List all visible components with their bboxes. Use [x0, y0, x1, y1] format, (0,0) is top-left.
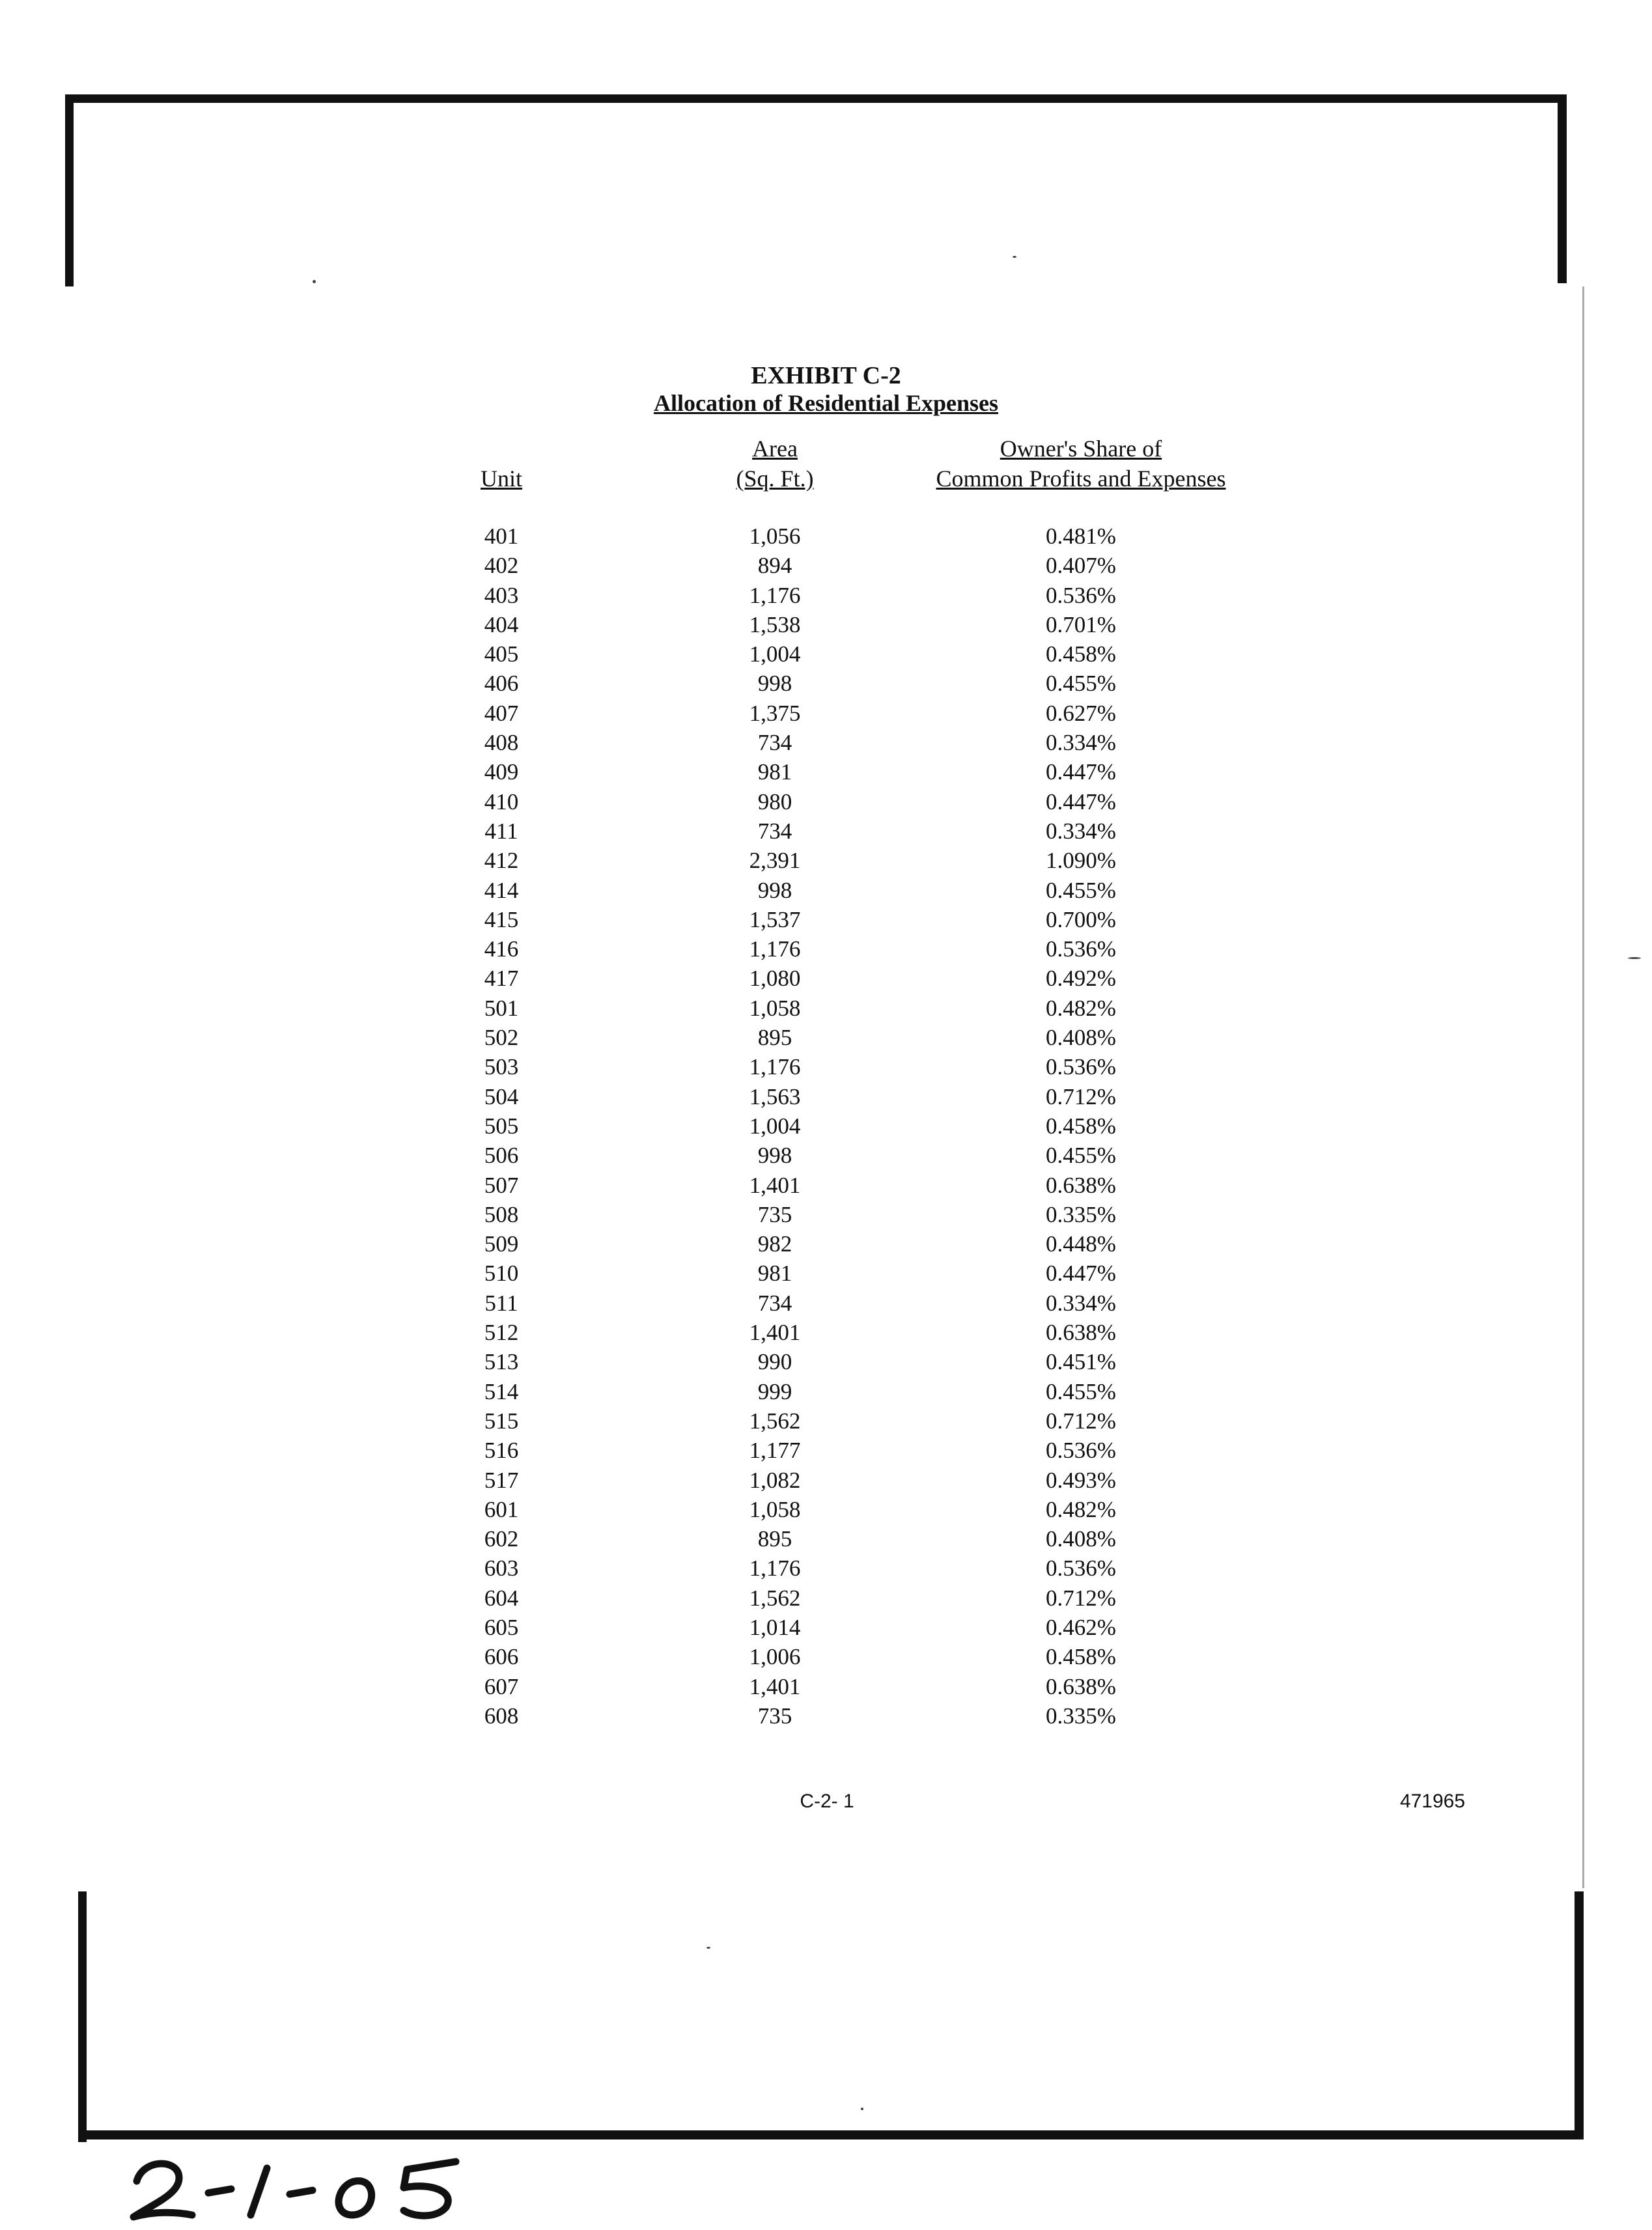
table-row — [456, 1141, 1302, 1170]
share-cell: 0.408% — [1046, 1025, 1116, 1051]
frame-bottom-edge — [78, 2130, 1584, 2139]
exhibit-subtitle-text: Allocation of Residential Expenses — [653, 390, 998, 416]
area-cell: 982 — [757, 1231, 792, 1257]
share-cell: 0.448% — [1046, 1231, 1116, 1257]
table-row — [456, 1583, 1302, 1613]
share-cell: 0.334% — [1046, 818, 1116, 844]
unit-cell: 603 — [484, 1555, 519, 1582]
unit-cell: 416 — [484, 936, 519, 962]
unit-cell: 513 — [484, 1349, 519, 1375]
unit-cell: 604 — [484, 1585, 519, 1611]
area-cell: 734 — [757, 730, 792, 756]
share-cell: 0.493% — [1046, 1467, 1116, 1493]
area-cell: 735 — [757, 1201, 792, 1227]
scan-speck — [1628, 957, 1641, 959]
share-cell: 0.638% — [1046, 1320, 1116, 1346]
unit-cell: 501 — [484, 995, 519, 1021]
table-row — [456, 1200, 1302, 1229]
table-row — [456, 639, 1302, 669]
share-cell: 0.455% — [1046, 671, 1116, 697]
unit-cell: 407 — [484, 700, 519, 726]
table-row — [456, 1466, 1302, 1495]
unit-cell: 508 — [484, 1201, 519, 1227]
scan-speck — [1013, 256, 1016, 258]
share-cell: 0.407% — [1046, 553, 1116, 579]
area-cell: 1,177 — [749, 1438, 801, 1464]
table-row — [456, 1672, 1302, 1701]
table-row — [456, 1495, 1302, 1524]
frame-top-left-edge — [65, 94, 74, 290]
frame-top-edge — [65, 94, 1566, 103]
table-row — [456, 934, 1302, 964]
area-cell: 1,562 — [749, 1585, 801, 1611]
table-row — [456, 1613, 1302, 1642]
area-cell: 1,401 — [749, 1673, 801, 1699]
scan-speck — [707, 1947, 710, 1949]
table-row — [456, 905, 1302, 934]
share-cell: 0.447% — [1046, 759, 1116, 785]
unit-cell: 410 — [484, 788, 519, 815]
share-cell: 0.701% — [1046, 611, 1116, 637]
scan-speck — [861, 2108, 863, 2110]
unit-cell: 502 — [484, 1025, 519, 1051]
share-cell: 0.458% — [1046, 1644, 1116, 1670]
share-cell: 0.334% — [1046, 730, 1116, 756]
table-row — [456, 1406, 1302, 1436]
table-row — [456, 1259, 1302, 1288]
share-cell: 0.712% — [1046, 1083, 1116, 1109]
share-cell: 0.638% — [1046, 1673, 1116, 1699]
unit-cell: 514 — [484, 1378, 519, 1404]
frame-bottom-right-edge — [1575, 1891, 1584, 2134]
share-cell: 0.536% — [1046, 582, 1116, 608]
table-row — [456, 994, 1302, 1023]
area-cell: 1,538 — [749, 611, 801, 637]
unit-cell: 411 — [484, 818, 518, 844]
area-cell: 1,006 — [749, 1644, 801, 1670]
table-row — [456, 1111, 1302, 1141]
unit-cell: 607 — [484, 1673, 519, 1699]
unit-cell: 509 — [484, 1231, 519, 1257]
area-cell: 734 — [757, 1290, 792, 1316]
table-row — [456, 1436, 1302, 1465]
area-cell: 2,391 — [749, 848, 801, 874]
area-cell: 1,401 — [749, 1172, 801, 1198]
share-cell: 0.536% — [1046, 1054, 1116, 1080]
area-cell: 1,058 — [749, 1496, 801, 1522]
share-cell: 0.627% — [1046, 700, 1116, 726]
allocation-table — [456, 522, 1302, 1731]
column-header-share — [899, 434, 1263, 494]
unit-cell: 511 — [484, 1290, 518, 1316]
share-cell: 0.536% — [1046, 936, 1116, 962]
unit-cell: 412 — [484, 848, 519, 874]
area-cell: 998 — [757, 1143, 792, 1169]
table-row — [456, 846, 1302, 875]
area-cell: 735 — [757, 1703, 792, 1729]
share-header-line1: Owner's Share of — [1000, 436, 1162, 462]
share-cell: 0.638% — [1046, 1172, 1116, 1198]
area-cell: 981 — [757, 759, 792, 785]
area-header-line2: (Sq. Ft.) — [736, 466, 814, 492]
area-cell: 734 — [757, 818, 792, 844]
unit-cell: 402 — [484, 553, 519, 579]
table-row — [456, 1524, 1302, 1554]
area-cell: 895 — [757, 1526, 792, 1552]
unit-header-text: Unit — [480, 466, 522, 492]
share-cell: 0.455% — [1046, 1378, 1116, 1404]
table-row — [456, 699, 1302, 728]
unit-cell: 417 — [484, 966, 519, 992]
page-number: C-2- 1 — [800, 1791, 854, 1812]
unit-cell: 404 — [484, 611, 519, 637]
unit-cell: 415 — [484, 906, 519, 932]
unit-cell: 505 — [484, 1113, 519, 1139]
table-row — [456, 1082, 1302, 1111]
table-row — [456, 876, 1302, 905]
unit-cell: 602 — [484, 1526, 519, 1552]
unit-cell: 403 — [484, 582, 519, 608]
share-cell: 0.458% — [1046, 641, 1116, 667]
unit-cell: 512 — [484, 1320, 519, 1346]
unit-cell: 408 — [484, 730, 519, 756]
unit-cell: 409 — [484, 759, 519, 785]
share-cell: 0.458% — [1046, 1113, 1116, 1139]
area-cell: 1,004 — [749, 1113, 801, 1139]
table-row — [456, 757, 1302, 787]
area-cell: 1,058 — [749, 995, 801, 1021]
share-cell: 0.712% — [1046, 1585, 1116, 1611]
share-header-line2: Common Profits and Expenses — [936, 466, 1226, 492]
area-cell: 998 — [757, 877, 792, 903]
table-row — [456, 816, 1302, 846]
share-cell: 0.700% — [1046, 906, 1116, 932]
document-id: 471965 — [1399, 1791, 1466, 1812]
share-cell: 0.455% — [1046, 1143, 1116, 1169]
table-row — [456, 610, 1302, 639]
column-header-unit — [456, 464, 547, 494]
unit-cell: 516 — [484, 1438, 519, 1464]
area-cell: 998 — [757, 671, 792, 697]
share-cell: 0.481% — [1046, 523, 1116, 549]
share-cell: 0.447% — [1046, 1261, 1116, 1287]
unit-cell: 601 — [484, 1496, 519, 1522]
unit-cell: 507 — [484, 1172, 519, 1198]
table-row — [456, 1377, 1302, 1406]
area-cell: 1,176 — [749, 582, 801, 608]
table-row — [456, 1052, 1302, 1081]
area-cell: 1,375 — [749, 700, 801, 726]
unit-cell: 515 — [484, 1408, 519, 1434]
unit-cell: 504 — [484, 1083, 519, 1109]
table-row — [456, 1642, 1302, 1671]
exhibit-title: EXHIBIT C-2 — [751, 362, 901, 389]
area-cell: 1,080 — [749, 966, 801, 992]
table-row — [456, 728, 1302, 757]
share-cell: 0.447% — [1046, 788, 1116, 815]
table-row — [456, 1701, 1302, 1731]
area-cell: 980 — [757, 788, 792, 815]
area-cell: 895 — [757, 1025, 792, 1051]
table-row — [456, 787, 1302, 816]
share-cell: 0.462% — [1046, 1614, 1116, 1640]
unit-cell: 401 — [484, 523, 519, 549]
area-cell: 1,176 — [749, 1054, 801, 1080]
area-cell: 999 — [757, 1378, 792, 1404]
area-cell: 1,082 — [749, 1467, 801, 1493]
area-cell: 1,056 — [749, 523, 801, 549]
exhibit-subtitle — [0, 389, 1652, 417]
table-row — [456, 1023, 1302, 1052]
unit-cell: 503 — [484, 1054, 519, 1080]
unit-cell: 405 — [484, 641, 519, 667]
table-row — [456, 1171, 1302, 1200]
share-cell: 0.492% — [1046, 966, 1116, 992]
frame-bottom-left-edge — [78, 1891, 87, 2142]
table-row — [456, 551, 1302, 580]
column-header-area — [671, 434, 879, 494]
table-row — [456, 1318, 1302, 1347]
scan-speck — [313, 280, 316, 283]
share-cell: 0.334% — [1046, 1290, 1116, 1316]
unit-cell: 606 — [484, 1644, 519, 1670]
table-row — [456, 1229, 1302, 1259]
area-cell: 1,563 — [749, 1083, 801, 1109]
area-cell: 1,176 — [749, 936, 801, 962]
area-header-line1: Area — [752, 436, 798, 462]
share-cell: 0.712% — [1046, 1408, 1116, 1434]
unit-cell: 605 — [484, 1614, 519, 1640]
share-cell: 0.482% — [1046, 995, 1116, 1021]
table-row — [456, 522, 1302, 551]
share-cell: 0.536% — [1046, 1438, 1116, 1464]
area-cell: 1,401 — [749, 1320, 801, 1346]
area-cell: 1,014 — [749, 1614, 801, 1640]
share-cell: 0.335% — [1046, 1703, 1116, 1729]
handwritten-date — [117, 2142, 482, 2227]
unit-cell: 414 — [484, 877, 519, 903]
share-cell: 0.455% — [1046, 877, 1116, 903]
area-cell: 1,562 — [749, 1408, 801, 1434]
area-cell: 990 — [757, 1349, 792, 1375]
table-row — [456, 1347, 1302, 1376]
area-cell: 1,537 — [749, 906, 801, 932]
table-row — [456, 964, 1302, 993]
share-cell: 0.335% — [1046, 1201, 1116, 1227]
table-row — [456, 1554, 1302, 1583]
unit-cell: 506 — [484, 1143, 519, 1169]
share-cell: 0.408% — [1046, 1526, 1116, 1552]
unit-cell: 510 — [484, 1261, 519, 1287]
table-row — [456, 1289, 1302, 1318]
area-cell: 1,004 — [749, 641, 801, 667]
unit-cell: 406 — [484, 671, 519, 697]
share-cell: 1.090% — [1046, 848, 1116, 874]
unit-cell: 517 — [484, 1467, 519, 1493]
unit-cell: 608 — [484, 1703, 519, 1729]
area-cell: 1,176 — [749, 1555, 801, 1582]
table-row — [456, 669, 1302, 698]
area-cell: 894 — [757, 553, 792, 579]
area-cell: 981 — [757, 1261, 792, 1287]
share-cell: 0.536% — [1046, 1555, 1116, 1582]
frame-top-right-edge — [1558, 94, 1567, 283]
table-row — [456, 581, 1302, 610]
share-cell: 0.451% — [1046, 1349, 1116, 1375]
share-cell: 0.482% — [1046, 1496, 1116, 1522]
